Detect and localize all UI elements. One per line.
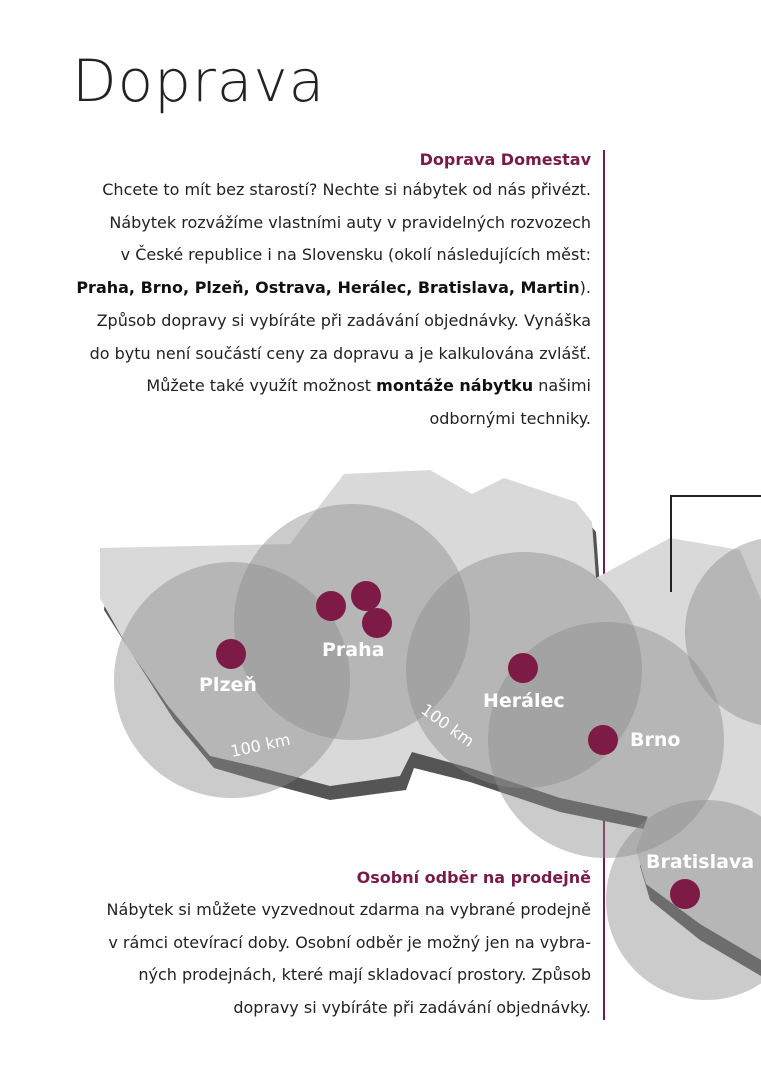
- paragraph-line: [31, 272, 591, 305]
- label-brno: Brno: [630, 729, 681, 751]
- paragraph-domestav: [31, 174, 591, 436]
- text-run: v rámci otevírací doby. Osobní odběr je možný jen na vybra-: [108, 932, 591, 952]
- text-run: Způsob dopravy si vybíráte při zadávání objednávky. Vynáška: [96, 310, 591, 330]
- marker-praha-2: [351, 581, 381, 611]
- text-run: odbornými techniky.: [429, 408, 591, 428]
- marker-praha-1: [316, 591, 346, 621]
- bold-text: montáže nábytku: [376, 376, 534, 396]
- text-run: našimi: [533, 376, 591, 396]
- section-heading-pickup: Osobní odběr na prodejně: [356, 868, 591, 887]
- page-title: Doprava: [72, 47, 326, 115]
- bold-text: Praha, Brno, Plzeň, Ostrava, Herálec, Bratislava, Martin: [76, 278, 580, 298]
- label-heralec: Herálec: [483, 690, 565, 712]
- label-bratislava: Bratislava: [646, 851, 755, 873]
- text-run: do bytu není součástí ceny za dopravu a je kalkulována zvlášť.: [89, 343, 591, 363]
- text-run: ných prodejnách, které mají skladovací prostory. Způsob: [138, 965, 591, 985]
- text-run: v České republice i na Slovensku (okolí následujících měst:: [120, 245, 591, 265]
- marker-heralec: [508, 653, 538, 683]
- paragraph-line: [31, 370, 591, 403]
- paragraph-line: [31, 207, 591, 240]
- text-run: Nábytek si můžete vyzvednout zdarma na vybrané prodejně: [106, 900, 591, 919]
- paragraph-line: [31, 403, 591, 436]
- text-run: Chcete to mít bez starostí? Nechte si nábytek od nás přivézt.: [102, 180, 591, 199]
- paragraph-line: [31, 239, 591, 272]
- radius-label-heralec: 100 km: [417, 699, 478, 751]
- marker-praha-3: [362, 608, 392, 638]
- radius-label-plzen: 100 km: [228, 729, 292, 761]
- paragraph-line: [31, 338, 591, 371]
- label-praha: Praha: [322, 639, 385, 661]
- text-run: Můžete také využít možnost: [146, 376, 377, 396]
- text-run: Nábytek rozvážíme vlastními auty v pravidelných rozvozech: [109, 212, 591, 232]
- paragraph-line: [31, 174, 591, 207]
- text-run: dopravy si vybíráte při zadávání objednávky.: [233, 998, 591, 1018]
- section-heading-domestav: Doprava Domestav: [419, 150, 591, 169]
- label-plzen: Plzeň: [199, 674, 257, 696]
- text-run: ).: [579, 278, 591, 298]
- paragraph-line: [31, 305, 591, 338]
- marker-brno: [588, 725, 618, 755]
- delivery-map: [0, 460, 761, 1000]
- marker-bratislava: [670, 879, 700, 909]
- marker-plzen: [216, 639, 246, 669]
